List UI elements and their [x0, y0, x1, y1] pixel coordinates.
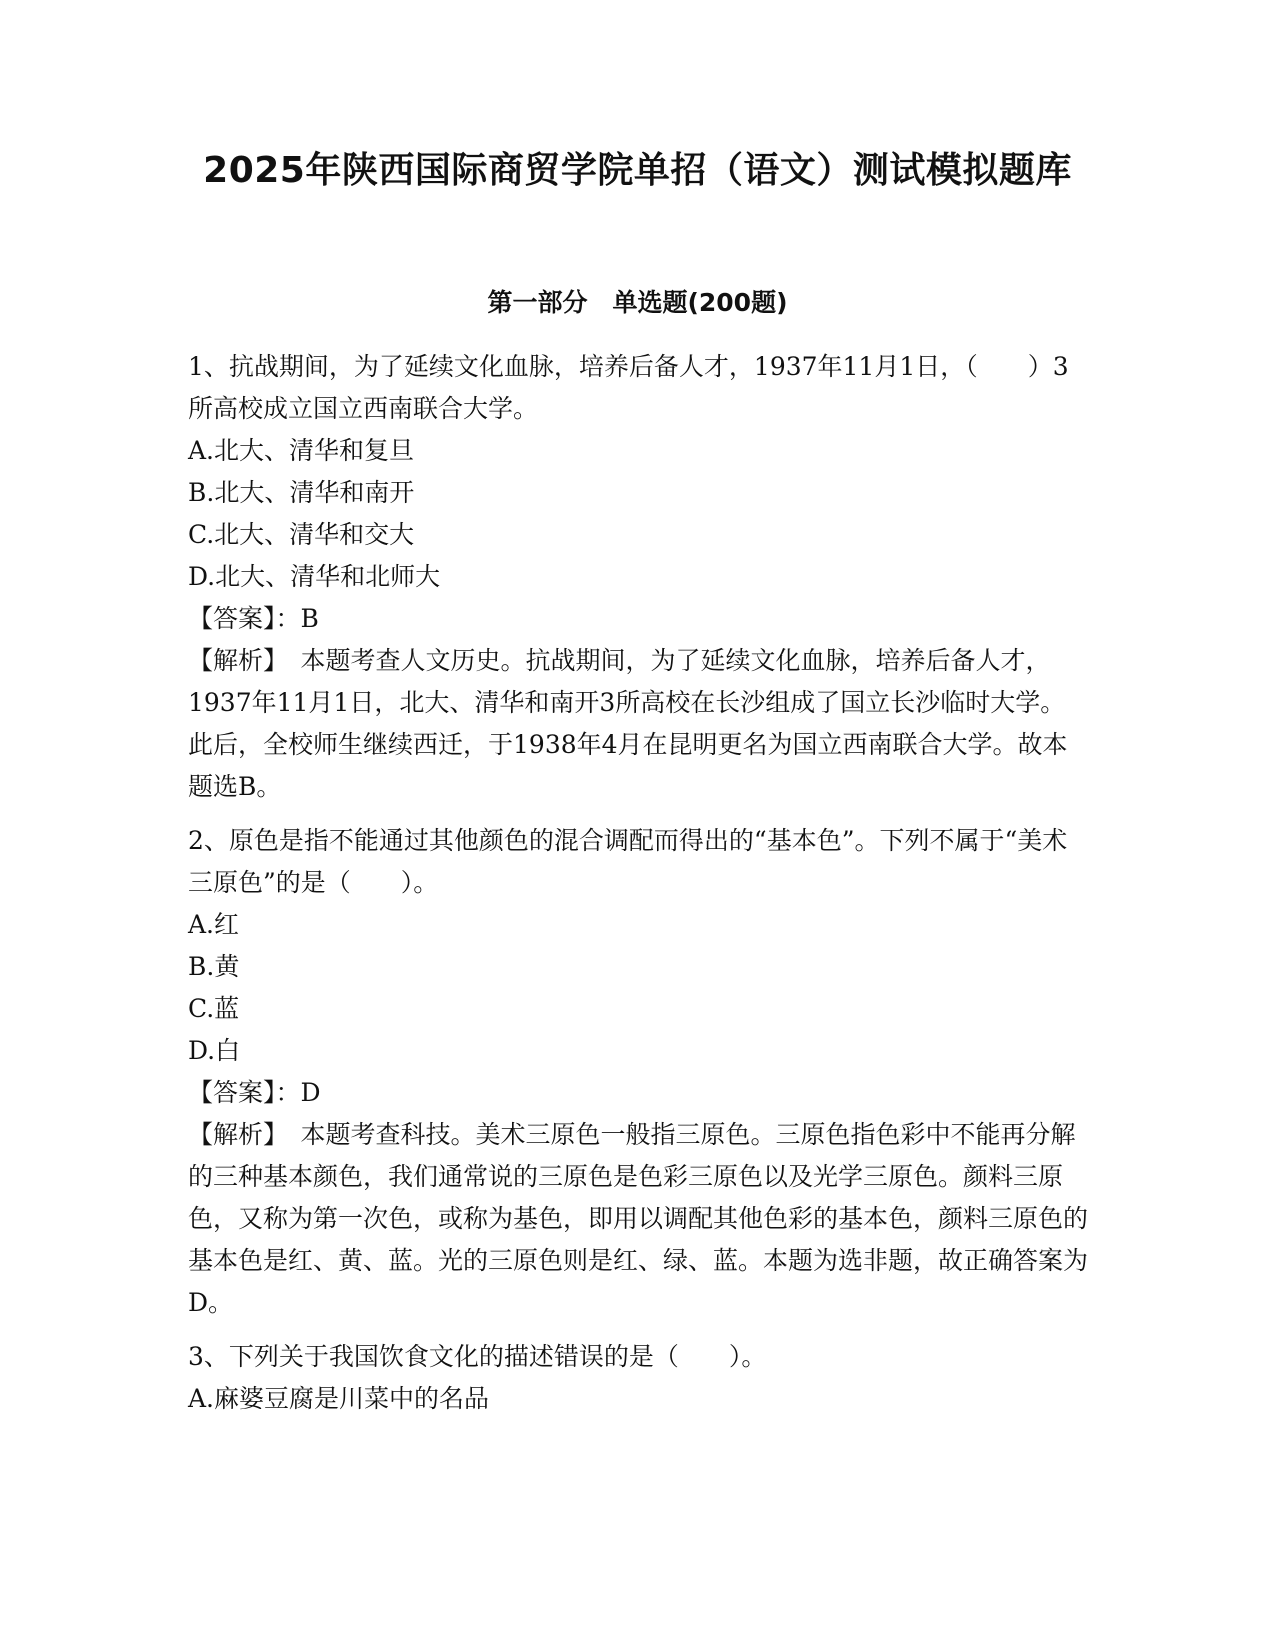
question-item [188, 820, 1088, 1324]
answer-value: ：D [275, 1078, 321, 1107]
option-a: A.红 [188, 910, 240, 939]
answer-line [188, 598, 1088, 640]
question-list [188, 346, 1088, 1432]
explanation-paragraph [188, 1114, 1088, 1324]
answer-line [188, 1072, 1088, 1114]
option-c: C.北大、清华和交大 [188, 520, 415, 549]
explanation-label: 【解析】 [188, 1120, 276, 1149]
explanation-text: 本题考查人文历史。抗战期间，为了延续文化血脉，培养后备人才，1937年11月1日，北大、清华和南开3所高校在长沙组成了国立长沙临时大学。此后，全校师生继续西迁，于1938年4月在昆明更名为国立西南联合大学。故本题选B。 [188, 646, 1068, 801]
section-title: 第一部分 单选题(200题) [487, 288, 788, 317]
option-c: C.蓝 [188, 994, 240, 1023]
option-a: A.北大、清华和复旦 [188, 436, 415, 465]
option-b: B.黄 [188, 952, 240, 981]
option-d: D.白 [188, 1036, 241, 1065]
question-item [188, 346, 1088, 808]
question-item [188, 1336, 1088, 1420]
answer-value: ：B [275, 604, 319, 633]
question-stem: 1、抗战期间，为了延续文化血脉，培养后备人才，1937年11月1日，（ ）3所高校成立国立西南联合大学。 [188, 352, 1069, 423]
explanation-label: 【解析】 [188, 646, 276, 675]
question-stem: 2、原色是指不能通过其他颜色的混合调配而得出的“基本色”。下列不属于“美术三原色”的是（ ）。 [188, 826, 1068, 897]
document-title: 2025年陕西国际商贸学院单招（语文）测试模拟题库 [203, 150, 1072, 191]
explanation-paragraph [188, 640, 1088, 808]
question-stem: 3、下列关于我国饮食文化的描述错误的是（ ）。 [188, 1342, 767, 1371]
answer-label: 【答案】 [188, 604, 276, 633]
explanation-text: 本题考查科技。美术三原色一般指三原色。三原色指色彩中不能再分解的三种基本颜色，我们通常说的三原色是色彩三原色以及光学三原色。颜料三原色，又称为第一次色，或称为基色，即用以调配其他色彩的基本色，颜料三原色的基本色是红、黄、蓝。光的三原色则是红、绿、蓝。本题为选非题，故正确答案为D。 [188, 1120, 1089, 1317]
option-d: D.北大、清华和北师大 [188, 562, 441, 591]
answer-label: 【答案】 [188, 1078, 276, 1107]
option-b: B.北大、清华和南开 [188, 478, 415, 507]
option-a: A.麻婆豆腐是川菜中的名品 [188, 1384, 490, 1413]
